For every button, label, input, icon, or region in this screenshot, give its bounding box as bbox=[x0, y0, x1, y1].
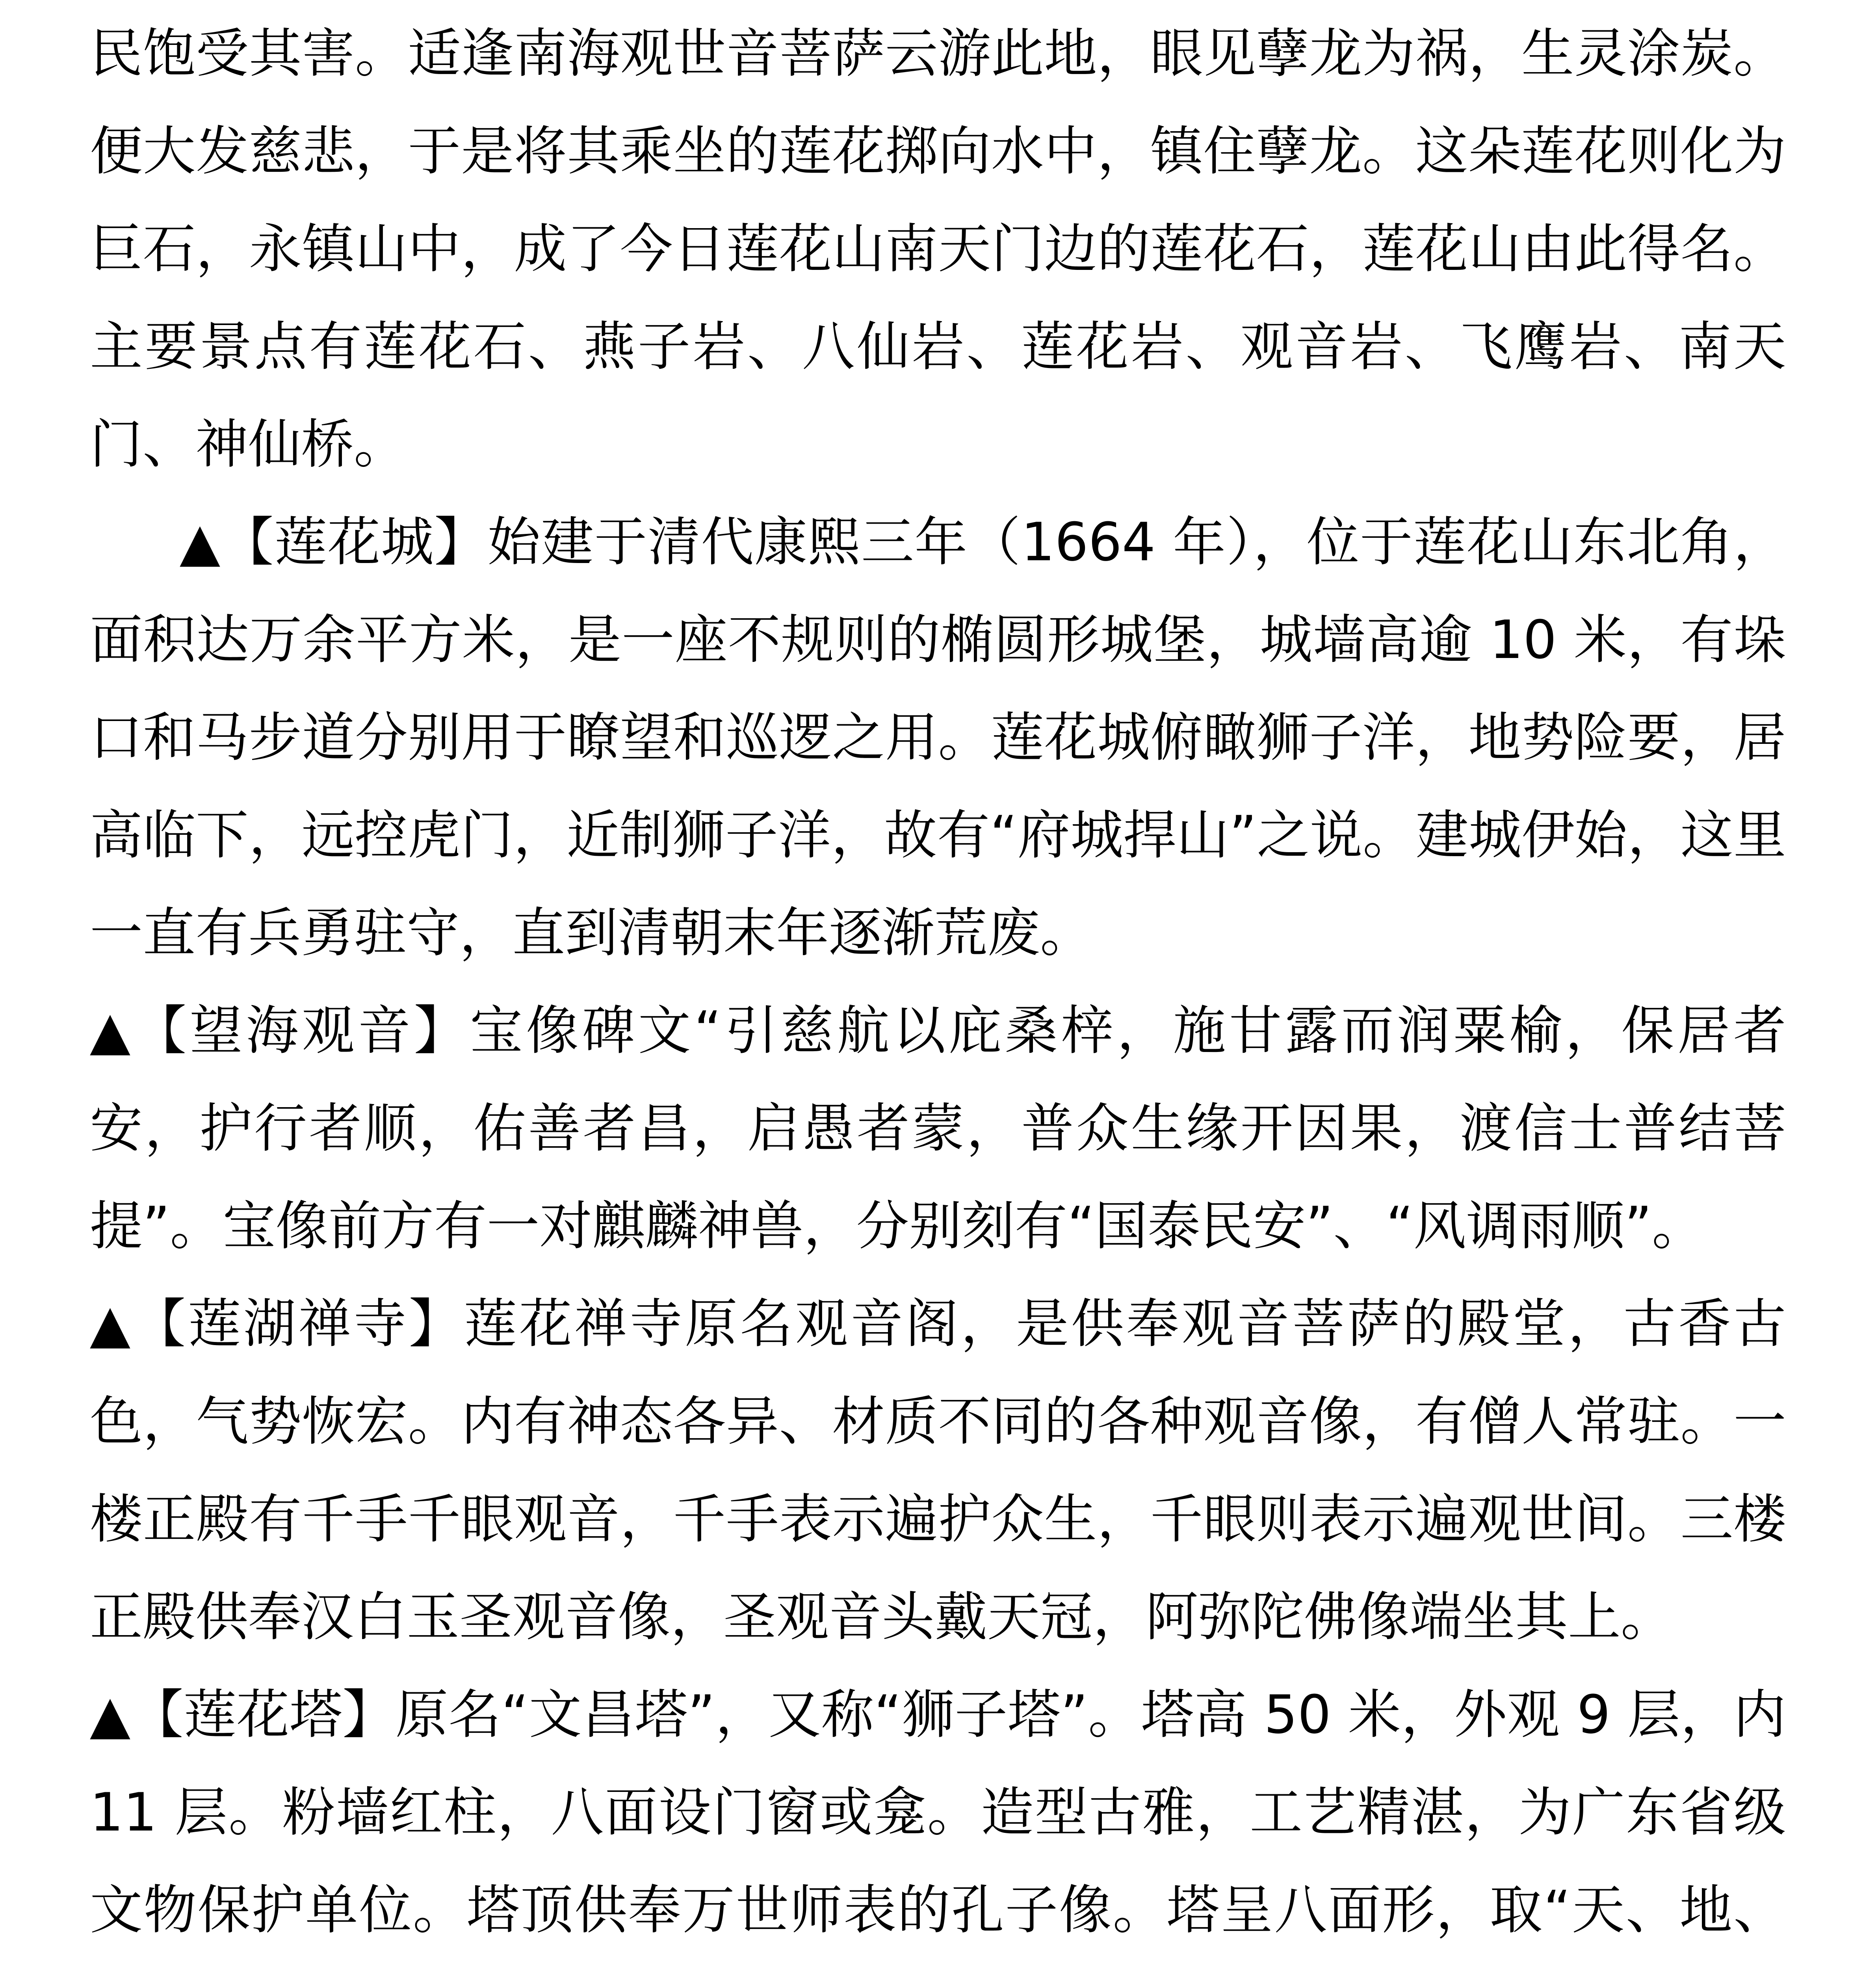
paragraph-lianhua-legend: 民饱受其害。适逢南海观世音菩萨云游此地，眼见孽龙为祸，生灵涂炭。便大发慈悲，于是将其乘坐的莲花掷向水中，镇住孽龙。这朵莲花则化为巨石，永镇山中，成了今日莲花山南天门边的莲花石，莲花山由此得名。主要景点有莲花石、燕子岩、八仙岩、莲花岩、观音岩、飞鹰岩、南天门、神仙桥。 bbox=[90, 23, 1786, 475]
paragraph-wanghai-guanyin: ▲【望海观音】宝像碑文“引慈航以庇桑梓，施甘露而润粟榆，保居者安，护行者顺，佑善者昌，启愚者蒙，普众生缘开因果，渡信士普结菩提”。宝像前方有一对麒麟神兽，分别刻有“国泰民安”、“风调雨顺”。 bbox=[90, 1000, 1786, 1257]
paragraph-lianhua-pagoda: ▲【莲花塔】原名“文昌塔”，又称“狮子塔”。塔高 50 米，外观 9 层，内 11 层。粉墙红柱，八面设门窗或龛。造型古雅，工艺精湛，为广东省级文物保护单位。塔顶供奉万世师表的孔子像。塔呈八面形，取“天、地、 bbox=[90, 1684, 1786, 1941]
paragraph-lianhu-temple: ▲【莲湖禅寺】莲花禅寺原名观音阁，是供奉观音菩萨的殿堂，古香古色，气势恢宏。内有神态各异、材质不同的各种观音像，有僧人常驻。一楼正殿有千手千眼观音，千手表示遍护众生，千眼则表示遍观世间。三楼正殿供奉汉白玉圣观音像，圣观音头戴天冠，阿弥陀佛像端坐其上。 bbox=[90, 1293, 1786, 1648]
document-page bbox=[90, 0, 1786, 1970]
paragraph-lianhua-city: ▲【莲花城】始建于清代康熙三年（1664 年），位于莲花山东北角，面积达万余平方米，是一座不规则的椭圆形城堡，城墙高逾 10 米，有垛口和马步道分别用于瞭望和巡逻之用。莲花城俯瞰狮子洋，地势险要，居高临下，远控虎门，近制狮子洋，故有“府城捍山”之说。建城伊始，这里一直有兵勇驻守，直到清朝末年逐渐荒废。 bbox=[90, 511, 1786, 964]
